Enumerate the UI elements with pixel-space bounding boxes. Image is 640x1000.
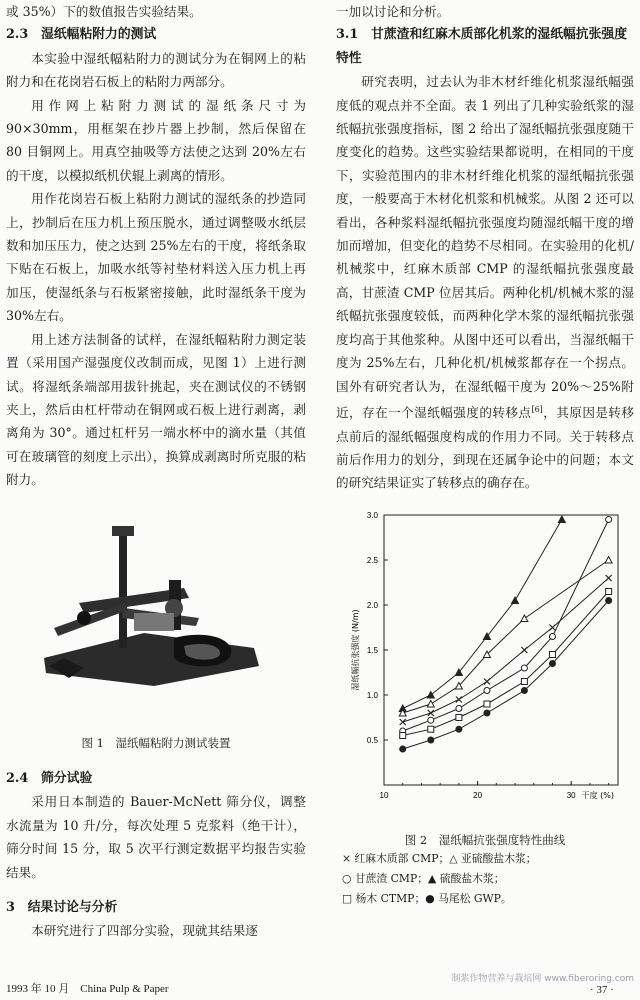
paragraph: 本实验中湿纸幅粘附力的测试分为在铜网上的粘附力和在花岗岩石板上的粘附力两部分。	[6, 50, 306, 90]
section-2-4-title: 2.4 筛分试验	[6, 770, 93, 786]
line-chart	[336, 503, 634, 831]
y-tick-label: 1.5	[366, 645, 378, 655]
data-point	[549, 651, 555, 657]
paragraph: 本研究进行了四部分实验，现就其结果逐	[31, 923, 258, 939]
data-point	[521, 665, 527, 671]
legend-line: × 红麻木质部 CMP；△ 亚硫酸盐木浆；	[342, 851, 537, 865]
x-tick-label: 10	[379, 790, 389, 800]
paragraph: 用作网上粘附力测试的湿纸条尺寸为 90×30mm，用框架在抄片器上抄制，然后保留在 80 目铜网上。用真空抽吸等方法使之达到 20%左右的干度，以模拟纸机伏辊上剥离的情形。	[6, 97, 306, 183]
data-point	[549, 624, 555, 630]
data-point	[427, 700, 434, 707]
data-point	[521, 647, 527, 653]
data-point	[428, 710, 434, 716]
y-tick-label: 0.5	[366, 735, 378, 745]
page-number: · 37 ·	[590, 984, 614, 996]
watermark: 制浆作物营养与栽培网 www.fiberoring.com	[451, 974, 634, 984]
data-point	[549, 660, 555, 666]
data-point	[521, 615, 528, 622]
right-top-line: 一加以讨论和分析。	[336, 4, 450, 19]
legend-line: ○ 甘蔗渣 CMP；▲ 硫酸盐木浆；	[342, 871, 505, 885]
paragraph: 用上述方法制备的试样，在湿纸幅粘附力测定装置（采用国产湿强度仪改制而成，见图 1）上进行测试。将湿纸条端部用拔针挑起，夹在测试仪的不锈钢夹上，然后由杠杆带动在铜网或石板上进行剥离，剥离角为 30°。通过杠杆另一端水杯中的滴水量（其值可在玻璃管的刻度上示出），换算成剥离时所克服的粘附力。	[6, 331, 306, 488]
data-point	[400, 732, 406, 738]
section-3-1-title: 3.1 甘蔗渣和红麻木质部化机浆的湿纸幅抗张强度特性	[336, 27, 627, 66]
x-tick-label: 20	[473, 790, 483, 800]
series-line	[403, 578, 609, 722]
chart-legend	[342, 849, 634, 909]
y-axis-label: 湿纸幅抗张强度 (N/m)	[351, 609, 360, 691]
section-2-3-title: 2.3 湿纸幅粘附力的测试	[6, 27, 157, 43]
figure-1	[6, 498, 306, 728]
data-point	[456, 726, 462, 732]
figure-1-caption: 图 1 湿纸幅粘附力测试装置	[81, 735, 231, 750]
data-point	[549, 633, 555, 639]
paragraph: 采用日本制造的 Bauer-McNett 筛分仪，调整水流量为 10 升/分，每次处理 5 克浆料（绝干计），筛分时间 15 分，取 5 次平行测定数据平均报告实验结果。	[6, 794, 306, 880]
figure-2-chart	[336, 503, 634, 831]
y-tick-label: 1.0	[366, 690, 378, 700]
data-point	[484, 701, 490, 707]
data-point	[456, 705, 462, 711]
data-point	[484, 710, 490, 716]
left-top-line: 或 35%）下的数值报告实验结果。	[6, 4, 202, 19]
paragraph-part: 研究表明，过去认为非木材纤维化机浆湿纸幅强度低的观点并不全面。表 1 列出了几种实验纸浆的湿纸幅抗张强度指标，图 2 给出了湿纸幅抗张强度随干度变化的趋势。这些实验结果都说明，在相同的干度下，实验范围内的非木材纤维化机浆的湿纸幅抗张强度，一般要高于木材化机浆和机械浆。从图 2 还可以看出，各种浆料湿纸幅抗张强度均随湿纸幅干度的增加而增加，但变化的趋势不尽相同。在实验用的化机/机械浆中，红麻木质部 CMP 的湿纸幅抗张强度最高，甘蔗渣 CMP 位居其后。两种化机/机械木浆的湿纸幅抗张强度较低，而两种化学木浆的湿纸幅抗张强度均高于其他浆种。从图中还可以看出，当湿纸幅干度为 25%左右，几种化机/机械浆都存在一个拐点。国外有研究者认为，在湿纸幅干度为 20%～25%附近，存在一个湿纸幅强度的转移点	[336, 74, 634, 421]
data-point	[456, 696, 462, 702]
paragraph	[336, 70, 634, 495]
section-3-title: 3 结果讨论与分析	[6, 899, 118, 915]
data-point	[606, 597, 612, 603]
plot-frame	[384, 515, 618, 785]
data-point	[558, 516, 565, 523]
reference-mark: [6]	[531, 404, 543, 414]
data-point	[605, 556, 612, 563]
data-point	[428, 717, 434, 723]
footer-left: 1993 年 10 月 China Pulp & Paper	[6, 983, 169, 995]
data-point	[428, 737, 434, 743]
y-tick-label: 3.0	[366, 510, 378, 520]
data-point	[484, 678, 490, 684]
data-point	[606, 575, 612, 581]
paragraph: 用作花岗岩石板上粘附力测试的湿纸条的抄造同上，抄制后在压力机上预压脱水，通过调整吸水纸层数和加压压力，使之达到 25%左右的干度，将纸条取下贴在石板上，加吸水纸等衬垫材料送入压力机上再加压，使湿纸条与石板紧密接触，此时湿纸条干度为 30%左右。	[6, 191, 306, 324]
legend-line: □ 杨木 CTMP；● 马尾松 GWP。	[342, 891, 512, 905]
paragraph-part: ，其原因是转移点前后的湿纸幅强度构成的作用力不同。关于转移点前后作用力的划分，到现在还属争论中的问题；本文的研究结果证实了转移点的确存在。	[336, 405, 635, 491]
data-point	[400, 719, 406, 725]
apparatus-photo	[24, 508, 284, 698]
series-line	[403, 519, 562, 708]
figure-2-caption: 图 2 湿纸幅抗张强度特性曲线	[404, 832, 566, 847]
data-point	[484, 687, 490, 693]
data-point	[456, 714, 462, 720]
x-axis-label: 干度 (%)	[581, 790, 614, 800]
data-point	[512, 597, 519, 604]
data-point	[428, 726, 434, 732]
left-column	[6, 0, 306, 943]
data-point	[521, 687, 527, 693]
y-tick-label: 2.0	[366, 600, 378, 610]
data-point	[400, 746, 406, 752]
data-point	[521, 678, 527, 684]
data-point	[606, 588, 612, 594]
y-tick-label: 2.5	[366, 555, 378, 565]
series-line	[403, 519, 609, 731]
right-column	[336, 0, 634, 909]
x-tick-label: 30	[566, 790, 576, 800]
data-point	[606, 516, 612, 522]
